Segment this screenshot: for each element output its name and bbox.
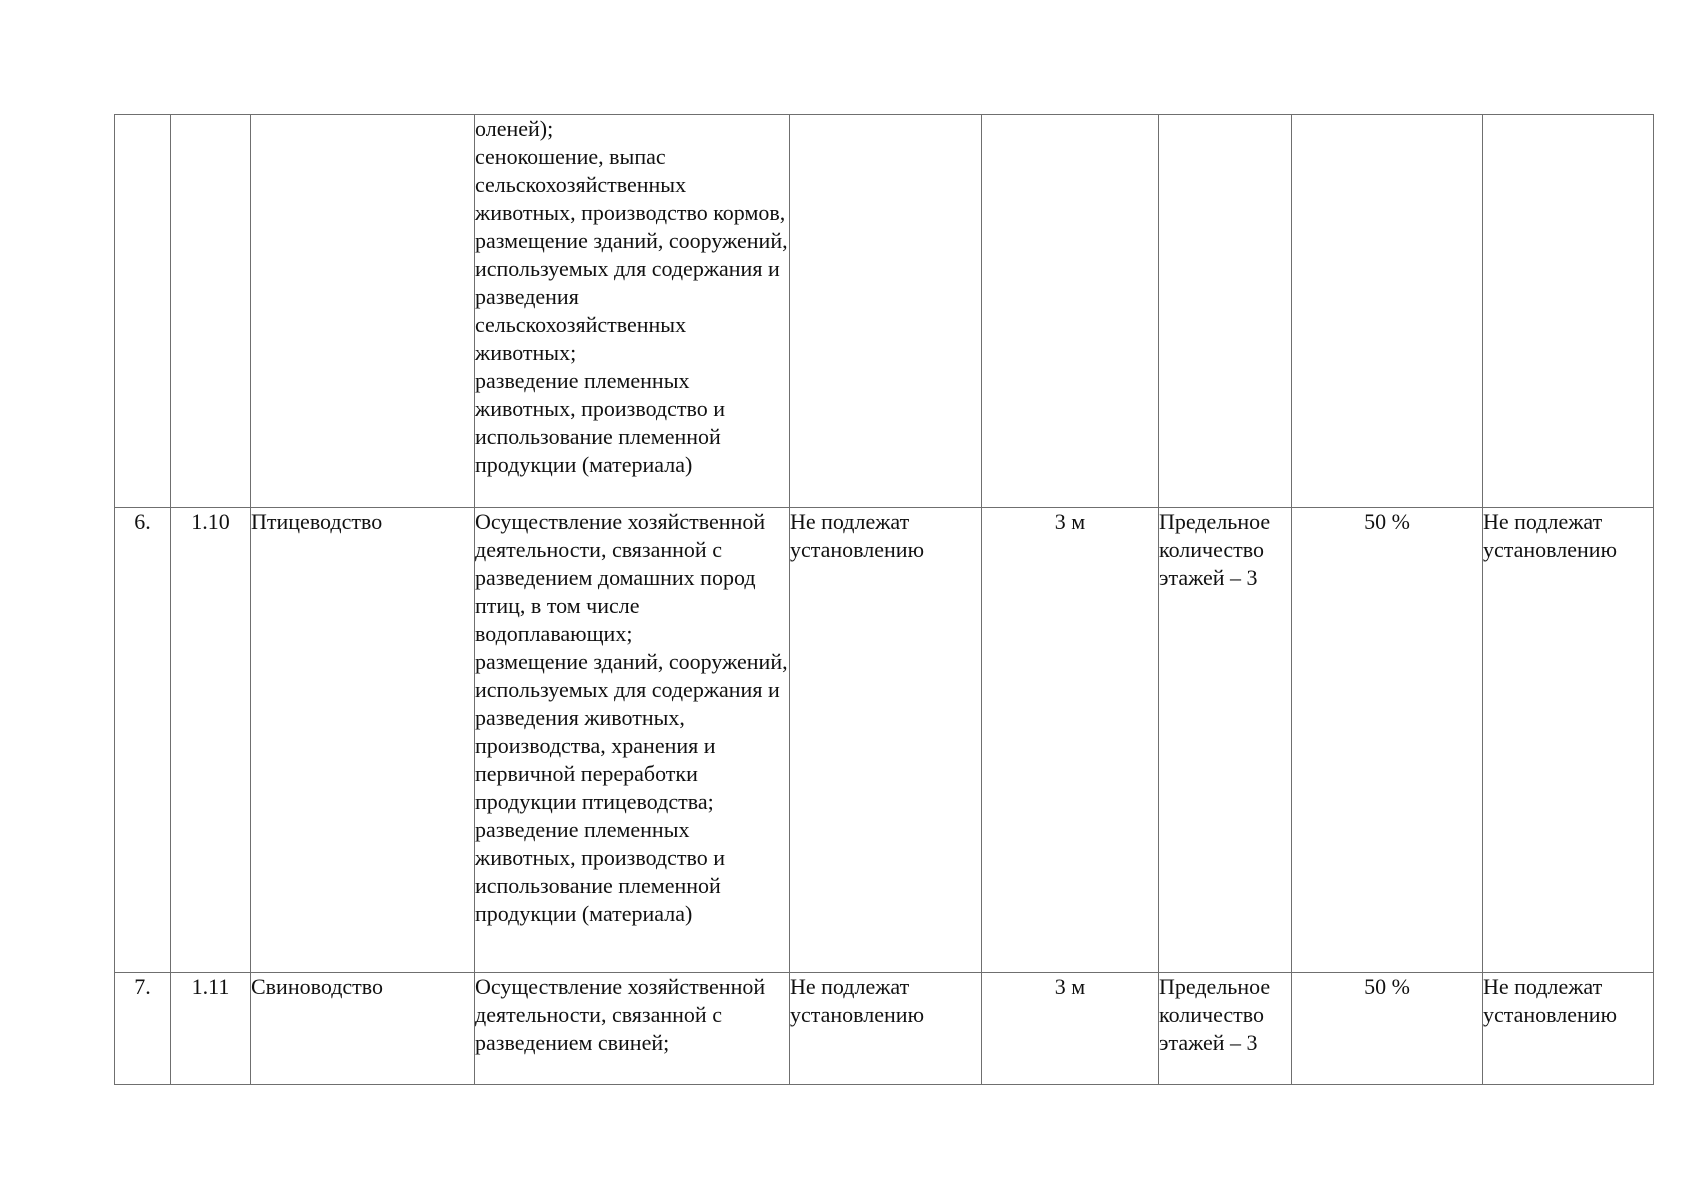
use-code-cell: 1.11	[171, 973, 251, 1085]
use-code-cell	[171, 115, 251, 508]
floors-cell: Предельное количество этажей – 3	[1159, 508, 1292, 973]
setback-cell	[982, 115, 1159, 508]
table-row	[115, 508, 1654, 973]
coverage-cell: 50 %	[1292, 508, 1483, 973]
floors-cell: Предельное количество этажей – 3	[1159, 973, 1292, 1085]
use-name-cell: Свиноводство	[251, 973, 475, 1085]
use-name-cell: Птицеводство	[251, 508, 475, 973]
use-name-cell	[251, 115, 475, 508]
other-params-cell: Не подлежат установлению	[1483, 508, 1654, 973]
use-description-cell: Осуществление хозяйственной деятельности, связанной с разведением свиней;	[475, 973, 790, 1085]
row-number-cell: 7.	[115, 973, 171, 1085]
plot-size-cell	[790, 115, 982, 508]
floors-cell	[1159, 115, 1292, 508]
use-code-cell: 1.10	[171, 508, 251, 973]
use-description-cell: оленей); сенокошение, выпас сельскохозяйственных животных, производство кормов, размещение зданий, сооружений, используемых для содержания и разведения сельскохозяйственных животных; разведение племенных животных, производство и использование племенной продукции (материала)	[475, 115, 790, 508]
other-params-cell: Не подлежат установлению	[1483, 973, 1654, 1085]
plot-size-cell: Не подлежат установлению	[790, 973, 982, 1085]
use-description-cell: Осуществление хозяйственной деятельности, связанной с разведением домашних пород птиц, в том числе водоплавающих; размещение зданий, сооружений, используемых для содержания и разведения животных, производства, хранения и первичной переработки продукции птицеводства; разведение племенных животных, производство и использование племенной продукции (материала)	[475, 508, 790, 973]
setback-cell: 3 м	[982, 508, 1159, 973]
other-params-cell	[1483, 115, 1654, 508]
row-number-cell: 6.	[115, 508, 171, 973]
land-use-table	[114, 114, 1654, 1085]
plot-size-cell: Не подлежат установлению	[790, 508, 982, 973]
table-row	[115, 973, 1654, 1085]
table-row	[115, 115, 1654, 508]
coverage-cell	[1292, 115, 1483, 508]
setback-cell: 3 м	[982, 973, 1159, 1085]
coverage-cell: 50 %	[1292, 973, 1483, 1085]
row-number-cell	[115, 115, 171, 508]
